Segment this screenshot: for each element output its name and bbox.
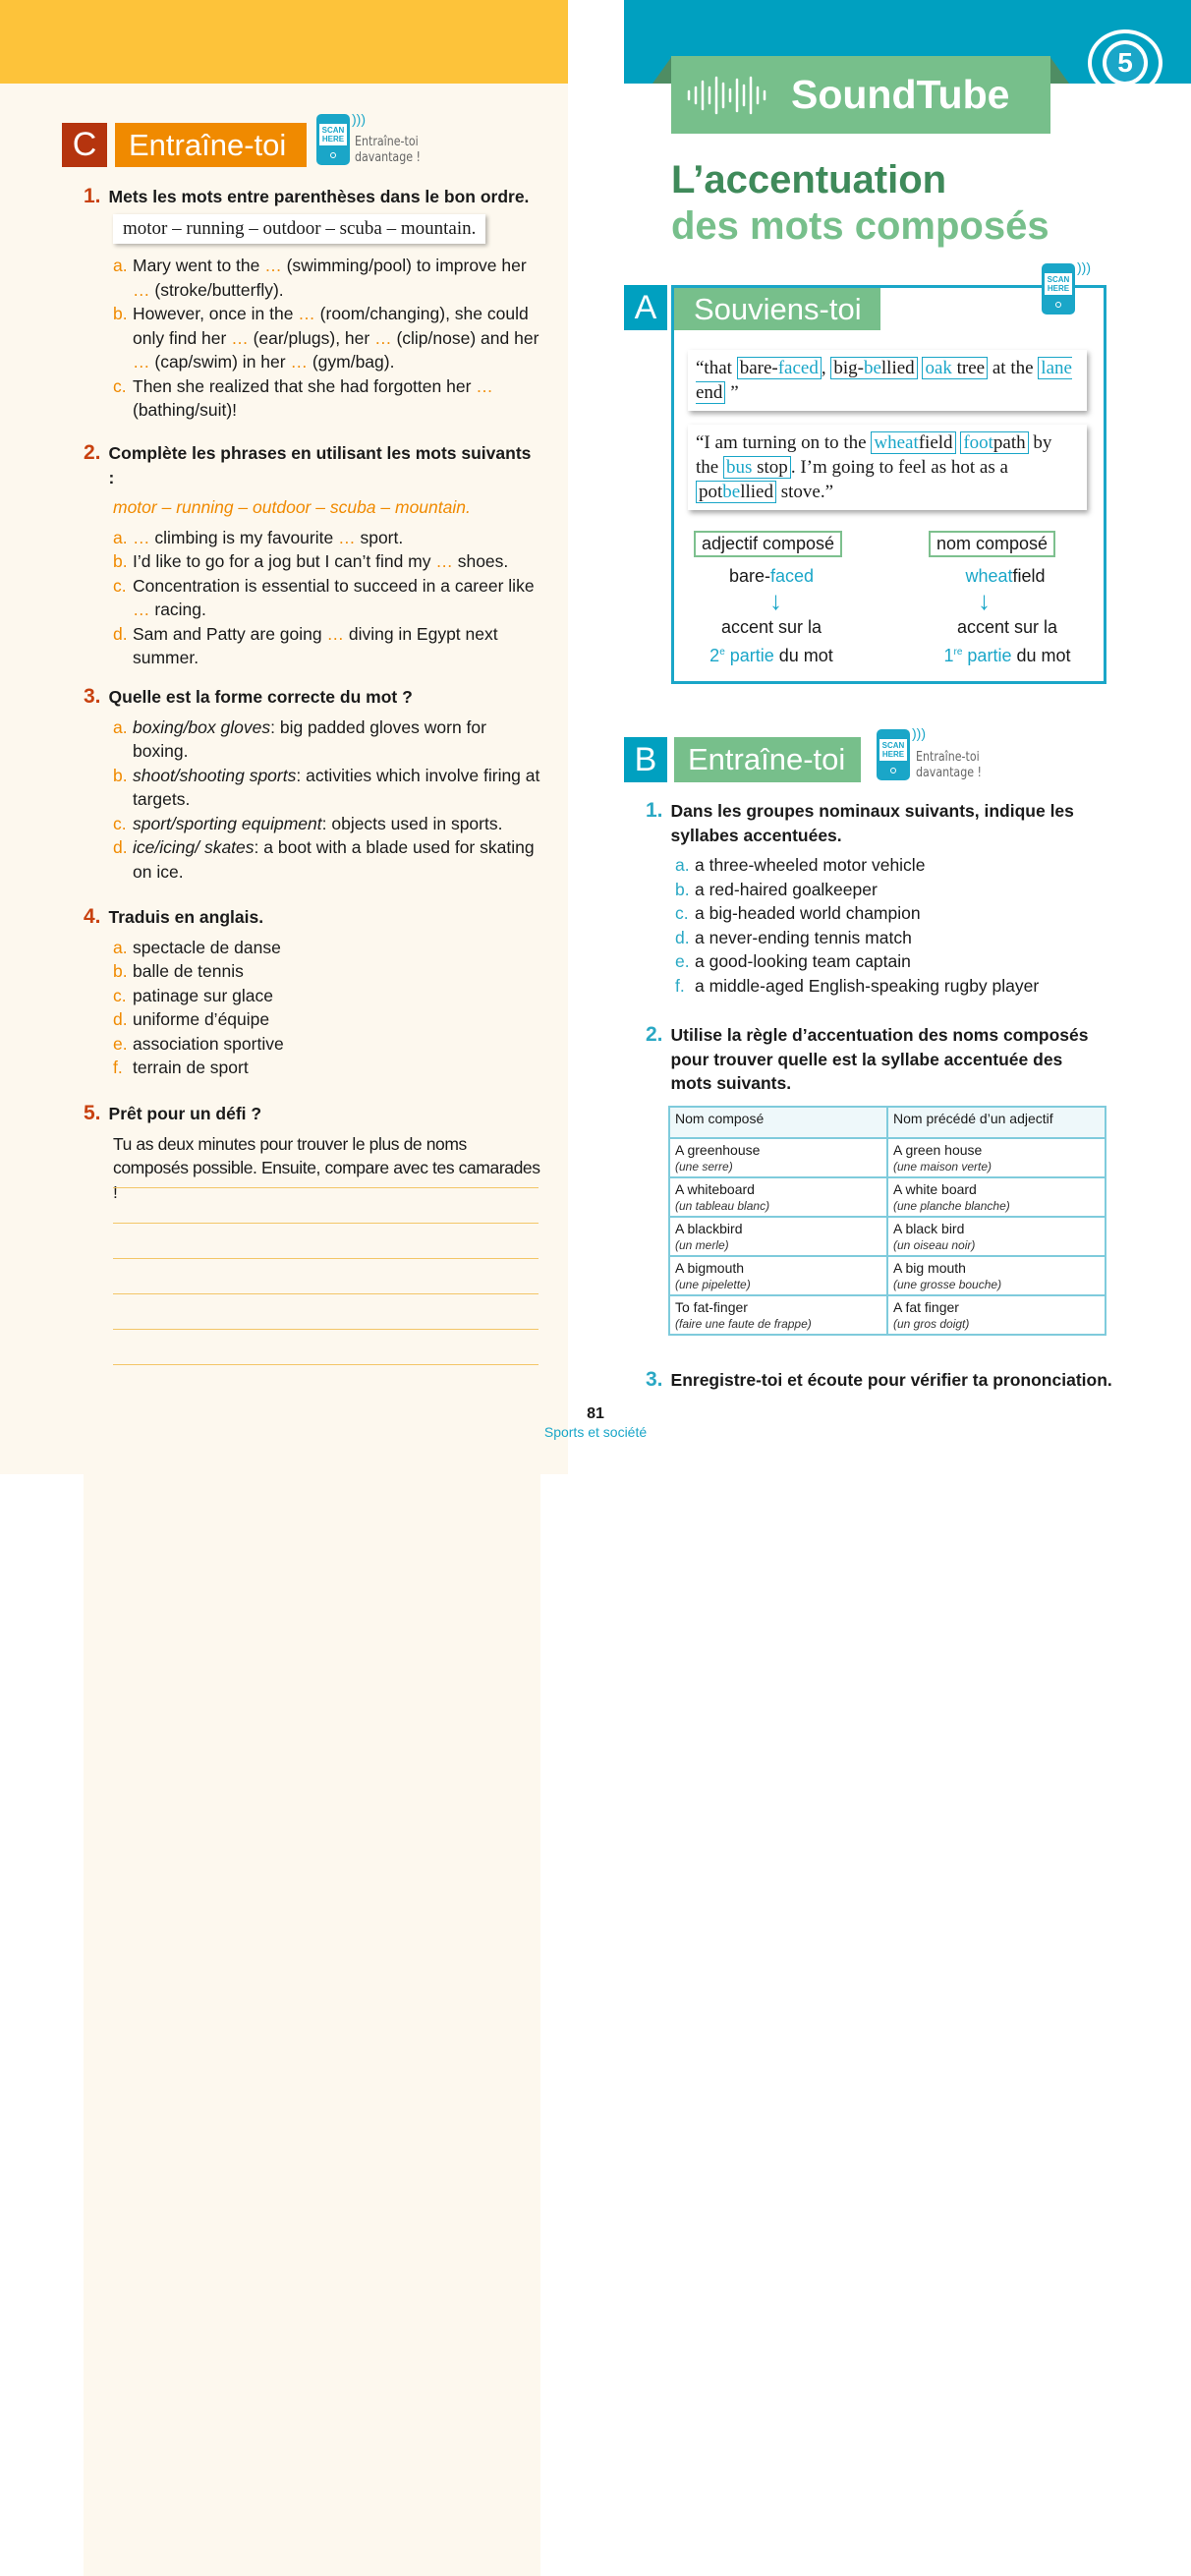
arrow-down-icon: ↓	[978, 586, 991, 615]
answer-line[interactable]	[113, 1223, 539, 1224]
sound-waves-icon: )))	[352, 111, 366, 127]
question-text: Dans les groupes nominaux suivants, indique les syllabes accentuées.	[670, 801, 1074, 845]
item-text	[133, 835, 540, 884]
item-letter: a.	[113, 716, 128, 737]
exercise-number: 4.	[84, 905, 101, 928]
list-item	[646, 853, 1107, 878]
term: A blackbird	[675, 1221, 743, 1236]
item-body: a red-haired goalkeeper	[695, 879, 878, 899]
question-text: Mets les mots entre parenthèses dans le bon ordre.	[108, 187, 530, 206]
list-item	[84, 622, 540, 670]
list-item	[646, 926, 1107, 950]
instruction-text: Tu as deux minutes pour trouver le plus de noms composés possible. Ensuite, compare avec tes camarades !	[113, 1133, 540, 1202]
question-text: Utilise la règle d’accentuation des noms composés pour trouver quelle est la syllabe accentuée des mots suivants.	[670, 1025, 1089, 1093]
table-header	[669, 1107, 1106, 1138]
translation: (faire une faute de frappe)	[675, 1317, 812, 1331]
item-text	[695, 878, 878, 902]
list-item	[84, 302, 540, 374]
list-item	[84, 716, 540, 764]
quote-text: at the	[988, 358, 1039, 378]
item-body: spectacle de danse	[133, 937, 281, 957]
chapter-name: Sports et société	[543, 1424, 648, 1440]
scan-here-icon[interactable]: SCAN HERE	[877, 729, 910, 780]
item-text	[133, 1007, 269, 1032]
page-title	[671, 157, 1049, 250]
blank-ellipsis: …	[133, 352, 150, 372]
top-band	[0, 0, 568, 84]
item-body: : big padded gloves worn for boxing.	[133, 716, 486, 761]
item-text	[695, 853, 925, 878]
item-text	[133, 622, 540, 670]
item-letter: d.	[675, 927, 690, 947]
term: A green house	[893, 1142, 983, 1158]
item-text	[695, 974, 1039, 999]
quote-text: “I am turning on to the	[696, 432, 872, 453]
word-box-wrap	[84, 209, 540, 249]
blank-ellipsis: …	[435, 551, 453, 571]
quote-text: by the	[696, 432, 1052, 478]
item-letter: d.	[113, 1009, 128, 1029]
term: A fat finger	[893, 1299, 959, 1315]
exercise-b1	[646, 799, 1107, 998]
label-nom-compose: nom composé	[929, 531, 1055, 557]
scan-caption: Entraîne-toi davantage !	[916, 750, 982, 780]
unstressed-syllable: llied	[740, 482, 773, 502]
compound-table	[668, 1106, 1106, 1336]
item-letter: a.	[113, 937, 128, 957]
quote-text: ”	[725, 382, 739, 403]
item-term: sport/sporting equipment	[133, 813, 322, 833]
compound-word-box	[830, 357, 917, 379]
table-cell	[887, 1138, 1106, 1177]
translation: (une pipelette)	[675, 1278, 751, 1291]
unstressed-syllable: end	[696, 382, 723, 403]
table-row	[669, 1138, 1106, 1177]
exercise-number: 5.	[84, 1102, 101, 1124]
exercise-5	[84, 1102, 540, 2576]
compound-word-box	[696, 481, 776, 503]
item-text	[133, 1056, 249, 1080]
item-letter: d.	[113, 837, 128, 857]
item-letter: b.	[113, 765, 128, 785]
item-body: : objects used in sports.	[321, 813, 503, 833]
table-row	[669, 1217, 1106, 1256]
item-text	[133, 812, 502, 836]
table-cell	[669, 1217, 887, 1256]
list-item	[84, 984, 540, 1008]
exercise-number: 3.	[84, 685, 101, 708]
translation: (une grosse bouche)	[893, 1278, 1002, 1291]
list-item	[646, 878, 1107, 902]
quote-text: ,	[821, 358, 831, 378]
scan-label: HERE	[321, 135, 345, 143]
unstressed-syllable: bare-	[739, 358, 778, 378]
item-letter: a.	[675, 855, 690, 875]
scan-here-icon[interactable]	[316, 114, 350, 165]
question-text: Complète les phrases en utilisant les mots suivants :	[108, 443, 532, 487]
item-text	[133, 936, 281, 960]
item-text	[695, 949, 911, 974]
scan-label: SCAN	[321, 126, 345, 135]
soundtube-banner	[671, 56, 1050, 134]
item-letter: c.	[675, 903, 689, 923]
exercise-number: 1.	[84, 185, 101, 207]
unstressed-syllable: field	[918, 432, 953, 453]
list-item	[84, 1007, 540, 1032]
item-term: boxing/box gloves	[133, 716, 271, 737]
stressed-syllable: bus	[725, 457, 753, 478]
item-text	[133, 526, 403, 550]
item-body: a big-headed world champion	[695, 903, 921, 923]
item-letter: c.	[113, 575, 127, 596]
item-letter: d.	[113, 623, 128, 644]
table-row	[669, 1256, 1106, 1295]
blank-ellipsis: …	[133, 600, 150, 619]
answer-line[interactable]	[113, 1293, 539, 1294]
section-title: Entraîne-toi	[674, 737, 861, 782]
item-body: a middle-aged English-speaking rugby player	[695, 975, 1040, 996]
stressed-syllable: oak	[925, 358, 952, 378]
item-letter: b.	[113, 961, 128, 981]
unit-badge	[1088, 29, 1163, 96]
scan-here-icon[interactable]: SCAN HERE	[1042, 263, 1075, 315]
stressed-syllable: be	[863, 358, 881, 378]
unstressed-syllable: llied	[880, 358, 915, 378]
item-letter: c.	[113, 375, 127, 396]
unstressed-syllable: pot	[699, 482, 723, 502]
item-text	[133, 254, 540, 302]
question	[646, 1368, 1117, 1393]
word-list: motor – running – outdoor – scuba – mountain.	[113, 497, 471, 517]
list-item	[84, 1056, 540, 1080]
item-text	[133, 549, 508, 574]
section-title: Souviens-toi	[674, 288, 880, 330]
stressed-syllable: foot	[963, 432, 993, 453]
item-body: a never-ending tennis match	[695, 927, 912, 947]
item-body: However, once in the … (room/changing), she could only find her … (ear/plugs), her … (clip/nose) and her … (cap/swim) in her … (gym/bag).	[133, 304, 539, 372]
item-letter: a.	[113, 527, 128, 547]
item-text	[133, 302, 540, 374]
sound-waves-icon: )))	[1077, 259, 1091, 275]
banner-fold	[1049, 56, 1069, 84]
unstressed-syllable: big-	[833, 358, 864, 378]
column-header: Nom précédé d’un adjectif	[887, 1107, 1106, 1138]
question	[84, 905, 540, 930]
answer-line[interactable]	[113, 1364, 539, 1365]
translation: (une maison verte)	[893, 1160, 992, 1174]
item-term: shoot/shooting sports	[133, 765, 297, 785]
quote-text: stove.”	[776, 482, 834, 502]
item-text	[133, 716, 540, 764]
question	[84, 685, 540, 710]
item-letter: e.	[675, 951, 690, 971]
list-item	[84, 254, 540, 302]
question-text: Quelle est la forme correcte du mot ?	[108, 687, 413, 707]
stressed-syllable: lane	[1041, 358, 1072, 378]
banner-fold	[652, 56, 672, 84]
item-body: … climbing is my favourite … sport.	[133, 527, 404, 547]
table-cell	[887, 1217, 1106, 1256]
blank-ellipsis: …	[290, 352, 308, 372]
unit-number: 5	[1106, 44, 1144, 82]
unstressed-syllable: tree	[951, 358, 986, 378]
item-body: uniforme d’équipe	[133, 1009, 270, 1029]
list-item	[84, 764, 540, 812]
list-item	[84, 936, 540, 960]
list-item	[646, 949, 1107, 974]
audio-waveform-icon	[685, 74, 775, 117]
stressed-syllable: wheat	[874, 432, 919, 453]
question	[84, 441, 540, 489]
list-item	[84, 812, 540, 836]
item-letter: c.	[113, 813, 127, 833]
list-item	[84, 959, 540, 984]
term: A big mouth	[893, 1260, 966, 1276]
translation: (un tableau blanc)	[675, 1199, 770, 1213]
blank-ellipsis: …	[133, 527, 150, 547]
term: A greenhouse	[675, 1142, 761, 1158]
item-text	[133, 1032, 284, 1057]
quote-1	[688, 350, 1087, 411]
question-text: Traduis en anglais.	[108, 907, 264, 927]
exercise-b2	[646, 1023, 1107, 1096]
compound-word-box	[922, 357, 988, 379]
item-term: ice/icing/ skates	[133, 837, 255, 857]
accent-rule-noun: accent sur la 1re partie du mot	[943, 617, 1071, 665]
section-title: Entraîne-toi	[115, 123, 307, 167]
label-adjectif-compose: adjectif composé	[694, 531, 842, 557]
blank-ellipsis: …	[326, 623, 344, 644]
table-cell	[669, 1256, 887, 1295]
question-text: Prêt pour un défi ?	[108, 1104, 262, 1123]
example-noun: wheatfield	[965, 566, 1046, 586]
stressed-syllable: be	[722, 482, 741, 502]
compound-word-box	[871, 431, 955, 454]
item-body: terrain de sport	[133, 1058, 249, 1077]
answer-line[interactable]	[113, 1258, 539, 1259]
item-letter: b.	[675, 879, 690, 899]
item-body: patinage sur glace	[133, 985, 274, 1005]
section-letter: B	[624, 737, 667, 782]
quote-text: “that	[696, 358, 737, 378]
table-cell	[669, 1177, 887, 1217]
item-letter: b.	[113, 304, 128, 323]
banner-title: SoundTube	[791, 72, 1010, 117]
item-body: Mary went to the … (swimming/pool) to improve her … (stroke/butterfly).	[133, 256, 527, 300]
compound-word-box	[960, 431, 1028, 454]
list-item	[84, 574, 540, 622]
blank-ellipsis: …	[231, 327, 249, 348]
list-item	[646, 974, 1107, 999]
list-item	[84, 526, 540, 550]
question	[84, 185, 540, 209]
item-body: association sportive	[133, 1033, 284, 1054]
table-row	[669, 1295, 1106, 1335]
item-text	[695, 901, 921, 926]
compound-word-box	[737, 357, 822, 379]
term: A bigmouth	[675, 1260, 745, 1276]
translation: (une planche blanche)	[893, 1199, 1010, 1213]
stressed-syllable: faced	[777, 358, 819, 378]
sound-waves-icon: )))	[912, 725, 926, 741]
exercise-number: 2.	[646, 1023, 663, 1046]
item-letter: c.	[113, 985, 127, 1005]
table-cell	[887, 1256, 1106, 1295]
item-text	[133, 984, 273, 1008]
title-line-1: L’accentuation	[671, 158, 947, 201]
item-body: : a boot with a blade used for skating on ice.	[133, 837, 535, 882]
item-letter: a.	[113, 256, 128, 275]
item-text	[133, 959, 244, 984]
item-letter: f.	[675, 975, 685, 996]
item-letter: e.	[113, 1033, 128, 1054]
translation: (un gros doigt)	[893, 1317, 970, 1331]
table-cell	[669, 1295, 887, 1335]
item-letter: f.	[113, 1058, 123, 1077]
item-body: Sam and Patty are going … diving in Egypt next summer.	[133, 623, 498, 667]
exercise-number: 3.	[646, 1368, 663, 1391]
translation: (un oiseau noir)	[893, 1238, 976, 1252]
term: A whiteboard	[675, 1181, 755, 1197]
table-cell	[669, 1138, 887, 1177]
accent-rule-adj: accent sur la 2e partie du mot	[709, 617, 833, 665]
arrow-down-icon: ↓	[769, 586, 782, 615]
page-number: 81	[587, 1405, 604, 1422]
list-item	[84, 374, 540, 423]
item-text	[133, 574, 540, 622]
translation: (une serre)	[675, 1160, 733, 1174]
item-body: : activities which involve firing at targets.	[133, 765, 540, 809]
section-letter: A	[624, 285, 667, 330]
item-text	[133, 764, 540, 812]
table-cell	[887, 1177, 1106, 1217]
column-header: Nom composé	[669, 1107, 887, 1138]
question-text: Enregistre-toi et écoute pour vérifier ta prononciation.	[670, 1370, 1112, 1390]
item-body: balle de tennis	[133, 961, 244, 981]
item-letter: b.	[113, 551, 128, 571]
blank-ellipsis: …	[338, 527, 356, 547]
unstressed-syllable: stop	[752, 457, 788, 478]
question	[646, 799, 1107, 847]
exercise-b3	[646, 1368, 1117, 1393]
blank-ellipsis: …	[476, 375, 493, 396]
unstressed-syllable: path	[992, 432, 1026, 453]
table-cell	[887, 1295, 1106, 1335]
title-line-2: des mots composés	[671, 204, 1049, 248]
exercise-number: 1.	[646, 799, 663, 822]
compound-word-box	[723, 456, 791, 479]
list-item	[84, 835, 540, 884]
quote-text: . I’m going to feel as hot as a	[790, 457, 1008, 478]
item-body: Then she realized that she had forgotten her … (bathing/suit)!	[133, 375, 493, 420]
question	[646, 1023, 1107, 1096]
scan-caption: Entraîne-toi davantage !	[355, 135, 421, 165]
item-body: I’d like to go for a jog but I can’t find my … shoes.	[133, 551, 509, 571]
blank-ellipsis: …	[298, 304, 315, 323]
blank-ellipsis: …	[264, 256, 282, 275]
item-body: a good-looking team captain	[695, 951, 911, 971]
blank-ellipsis: …	[133, 279, 150, 300]
item-body: a three-wheeled motor vehicle	[695, 855, 926, 875]
list-item	[84, 1032, 540, 1057]
list-item	[646, 901, 1107, 926]
example-adjective: bare-faced	[728, 566, 815, 586]
table-row	[669, 1177, 1106, 1217]
answer-line[interactable]	[113, 1187, 539, 1188]
answer-line[interactable]	[113, 1329, 539, 1330]
blank-ellipsis: …	[374, 327, 392, 348]
item-body: Concentration is essential to succeed in a career like … racing.	[133, 575, 535, 619]
term: A black bird	[893, 1221, 965, 1236]
item-text	[695, 926, 912, 950]
translation: (un merle)	[675, 1238, 729, 1252]
term: A white board	[893, 1181, 977, 1197]
item-text	[133, 374, 540, 423]
question	[84, 1102, 540, 1126]
term: To fat-finger	[675, 1299, 748, 1315]
quote-2	[688, 425, 1087, 510]
list-item	[84, 549, 540, 574]
exercise-number: 2.	[84, 441, 101, 464]
section-letter: C	[62, 123, 107, 167]
word-box: motor – running – outdoor – scuba – mountain.	[113, 214, 485, 245]
